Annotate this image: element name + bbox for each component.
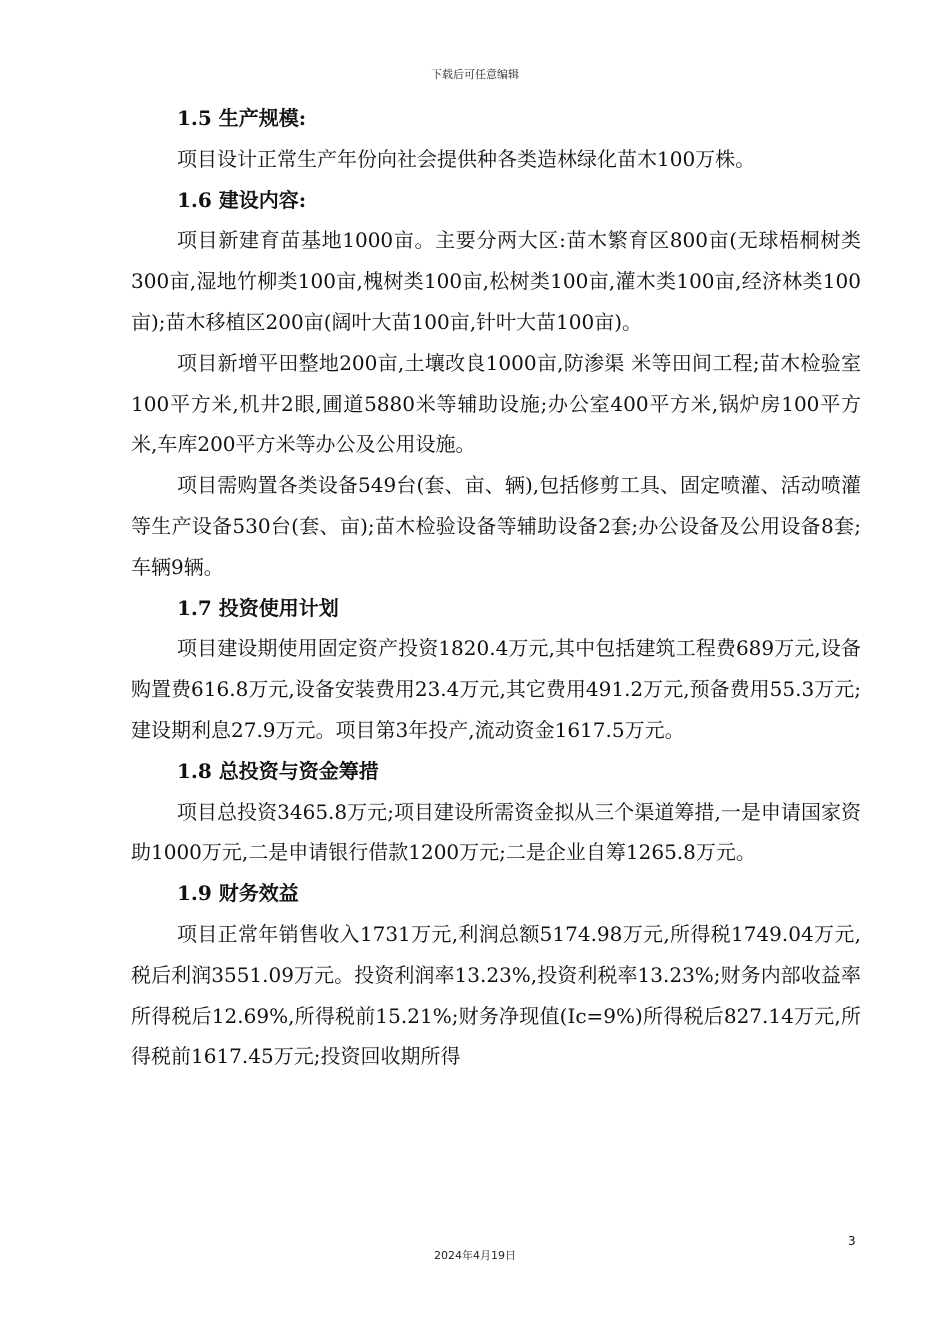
page-footer-date: 2024年4月19日 xyxy=(434,1249,516,1262)
paragraph: 项目建设期使用固定资产投资1820.4万元,其中包括建筑工程费689万元,设备购置费616.8万元,设备安装费用23.4万元,其它费用491.2万元,预备费用55.3万元;建设期利息27.9万元。项目第3年投产,流动资金1617.5万元。 xyxy=(131,636,861,742)
section-heading-1-9: 1.9 财务效益 xyxy=(177,881,299,906)
paragraph: 项目新建育苗基地1000亩。主要分两大区:苗木繁育区800亩(无球梧桐树类300亩,湿地竹柳类100亩,槐树类100亩,松树类100亩,灌木类100亩,经济林类100亩);苗木移植区200亩(阔叶大苗100亩,针叶大苗100亩)。 xyxy=(131,228,861,334)
document-body xyxy=(131,98,861,1077)
paragraph: 项目需购置各类设备549台(套、亩、辆),包括修剪工具、固定喷灌、活动喷灌等生产设备530台(套、亩);苗木检验设备等辅助设备2套;办公设备及公用设备8套;车辆9辆。 xyxy=(131,473,861,579)
page-number: 3 xyxy=(848,1234,856,1248)
paragraph: 项目新增平田整地200亩,土壤改良1000亩,防渗渠 米等田间工程;苗木检验室100平方米,机井2眼,圃道5880米等辅助设施;办公室400平方米,锅炉房100平方米,车库200平方米等办公及公用设施。 xyxy=(131,350,861,457)
paragraph: 项目正常年销售收入1731万元,利润总额5174.98万元,所得税1749.04万元,税后利润3551.09万元。投资利润率13.23%,投资利税率13.23%;财务内部收益率所得税后12.69%,所得税前15.21%;财务净现值(Ic=9%)所得税后827.14万元,所得税前1617.45万元;投资回收期所得 xyxy=(131,921,861,1069)
paragraph: 项目总投资3465.8万元;项目建设所需资金拟从三个渠道筹措,一是申请国家资助1000万元,二是申请银行借款1200万元;二是企业自筹1265.8万元。 xyxy=(131,799,861,865)
section-heading-1-6: 1.6 建设内容: xyxy=(177,187,307,212)
section-heading-1-5: 1.5 生产规模: xyxy=(177,106,307,130)
section-heading-1-8: 1.8 总投资与资金筹措 xyxy=(177,758,379,783)
paragraph: 项目设计正常生产年份向社会提供种各类造林绿化苗木100万株。 xyxy=(177,146,756,171)
section-heading-1-7: 1.7 投资使用计划 xyxy=(177,595,339,620)
page-header: 下载后可任意编辑 xyxy=(431,68,519,81)
